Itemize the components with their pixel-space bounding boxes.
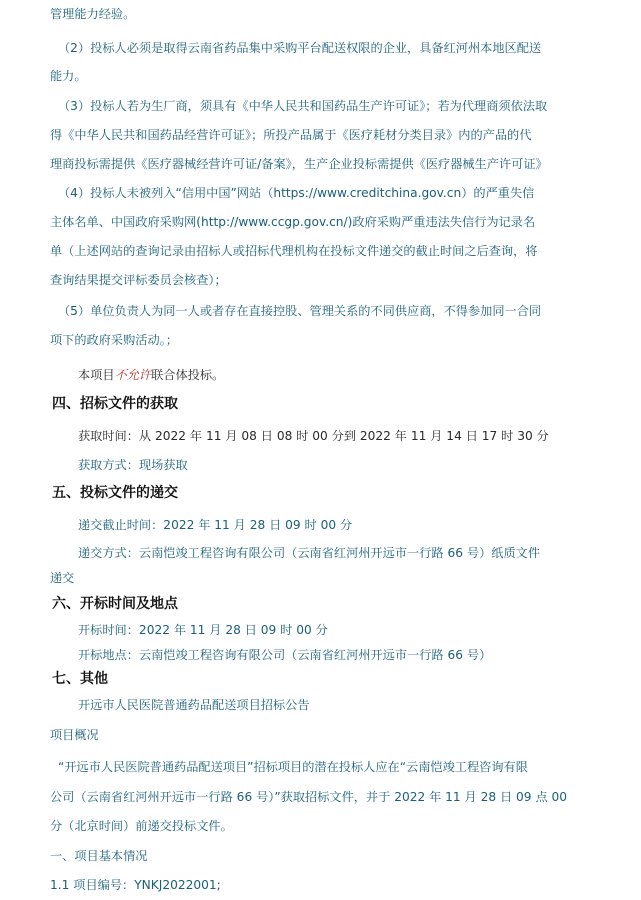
joint-bid-emphasis: 不允许 [114, 368, 152, 382]
opening-place: 开标地点：云南恺竣工程咨询有限公司（云南省红河州开远市一行路 66 号） [78, 648, 492, 662]
paragraph-line: 项下的政府采购活动。； [50, 333, 178, 347]
paragraph-line: 理商投标需提供《医疗器械经营许可证/备案》，生产企业投标需提供《医疗器械生产许可证》 [50, 157, 548, 171]
acquire-method: 获取方式：现场获取 [78, 458, 188, 472]
paragraph-line: 管理能力经验。 [50, 7, 136, 21]
paragraph-line: 得《中华人民共和国药品经营许可证》；所投产品属于《医疗耗材分类目录》内的产品的代 [50, 128, 532, 142]
overview-line: 分（北京时间）前递交投标文件。 [50, 819, 233, 833]
paragraph-line: 能力。 [50, 69, 87, 83]
paragraph-line: 主体名单、中国政府采购网(http://www.ccgp.gov.cn/)政府采购严重违法失信行为记录名 [50, 215, 536, 229]
paragraph-line: （5）单位负责人为同一人或者存在直接控股、管理关系的不同供应商，不得参加同一合同 [58, 304, 542, 318]
basic-info-heading: 一、项目基本情况 [50, 849, 148, 863]
overview-line: 公司（云南省红河州开远市一行路 66 号）”获取招标文件，并于 2022 年 11 月 28 日 09 点 00 [50, 790, 568, 804]
section-heading: 六、开标时间及地点 [52, 596, 178, 612]
section-heading: 四、招标文件的获取 [52, 396, 178, 412]
section-heading: 五、投标文件的递交 [52, 485, 178, 501]
opening-time: 开标时间：2022 年 11 月 28 日 09 时 00 分 [78, 623, 328, 637]
paragraph-line: 单（上述网站的查询记录由招标人或招标代理机构在投标文件递交的截止时间之后查询，将 [50, 244, 538, 258]
overview-title: 项目概况 [50, 728, 99, 742]
paragraph-line: （3）投标人若为生厂商，须具有《中华人民共和国药品生产许可证》；若为代理商须依法取 [58, 99, 548, 113]
section-heading: 七、其他 [52, 671, 108, 687]
submit-method-cont: 递交 [50, 571, 75, 585]
submit-deadline: 递交截止时间：2022 年 11 月 28 日 09 时 00 分 [78, 518, 353, 532]
paragraph-line: （2）投标人必须是取得云南省药品集中采购平台配送权限的企业，具备红河州本地区配送 [58, 41, 542, 55]
overview-line: “开远市人民医院普通药品配送项目”招标项目的潜在投标人应在“云南恺竣工程咨询有限 [58, 760, 528, 774]
other-text: 开远市人民医院普通药品配送项目招标公告 [78, 698, 310, 712]
joint-bid-line [78, 367, 619, 383]
project-number: 1.1 项目编号：YNKJ2022001; [50, 878, 221, 892]
joint-bid-suffix: 联合体投标。 [151, 368, 225, 382]
joint-bid-prefix: 本项目 [78, 368, 115, 382]
acquire-time: 获取时间：从 2022 年 11 月 08 日 08 时 00 分到 2022 年 11 月 14 日 17 时 30 分 [78, 429, 549, 443]
submit-method: 递交方式：云南恺竣工程咨询有限公司（云南省红河州开远市一行路 66 号）纸质文件 [78, 546, 541, 560]
paragraph-line: （4）投标人未被列入“信用中国”网站（https://www.creditchina.gov.cn）的严重失信 [58, 186, 535, 200]
paragraph-line: 查询结果提交评标委员会核查）； [50, 273, 227, 287]
